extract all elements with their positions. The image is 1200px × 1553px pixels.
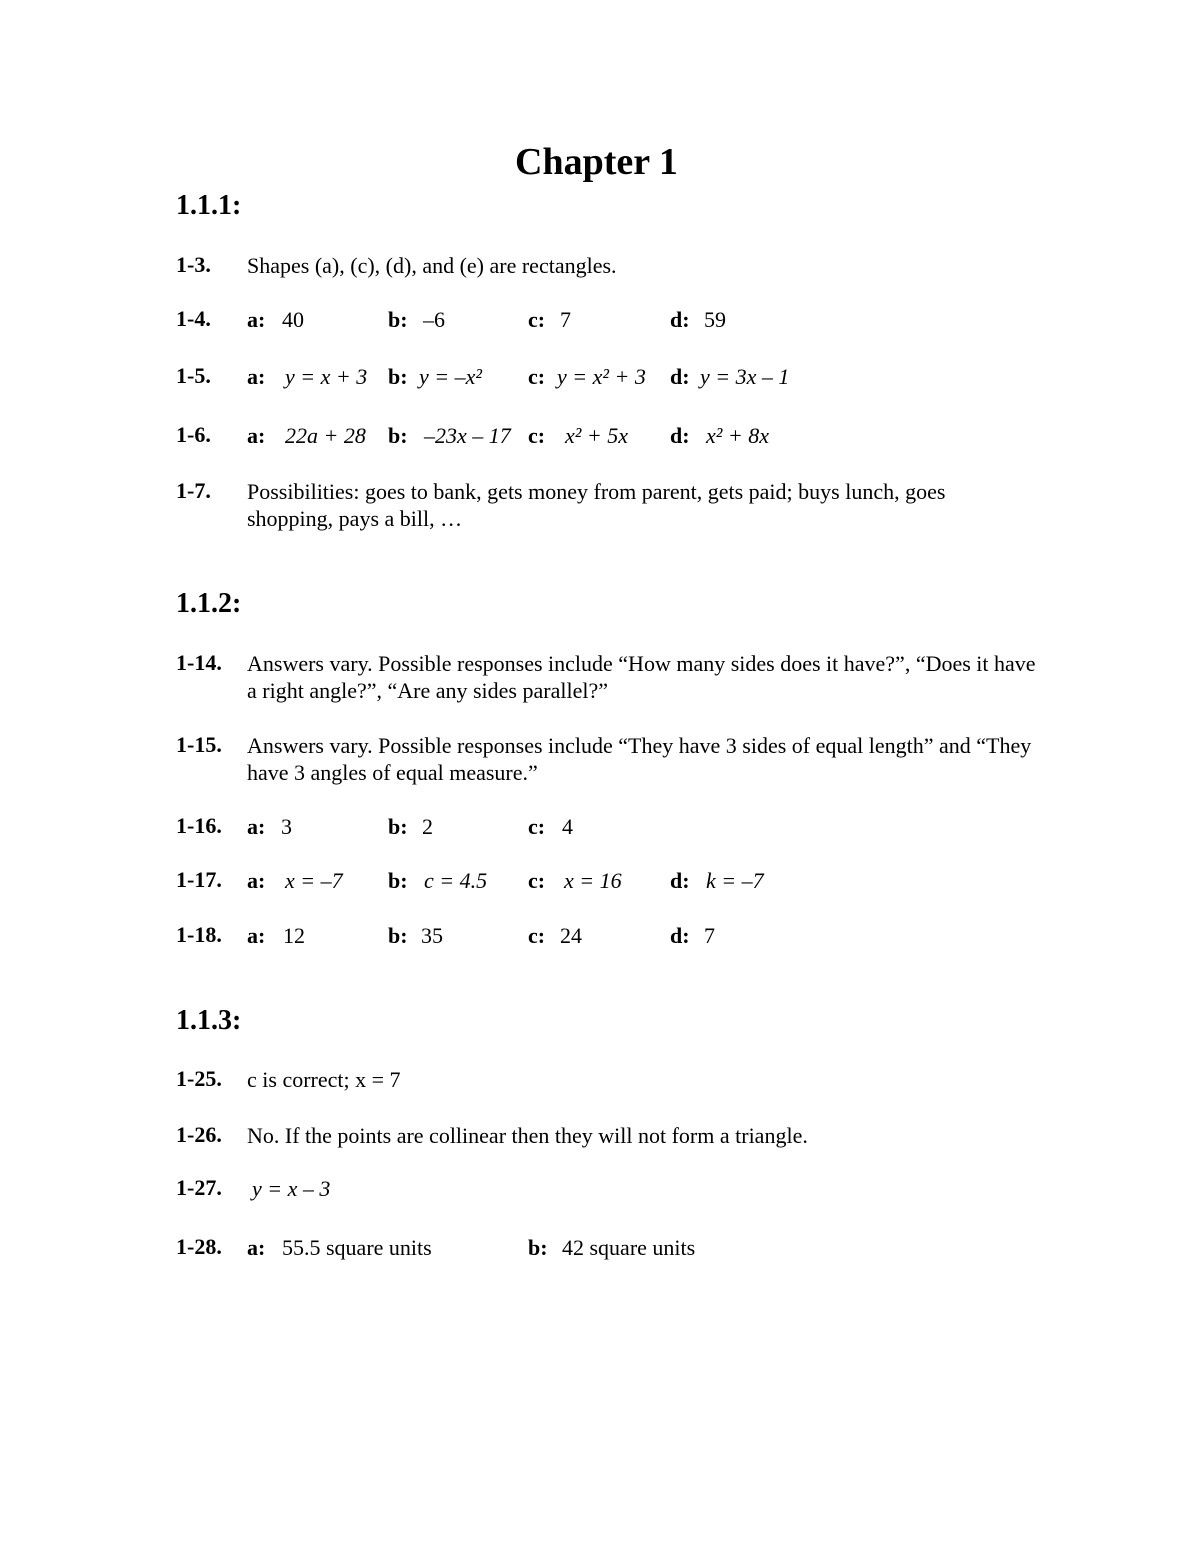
part-value: –6 — [423, 307, 445, 332]
part-value: 7 — [560, 307, 571, 332]
part-label: d: — [670, 364, 690, 389]
part-label: a: — [247, 923, 266, 948]
problem-number: 1-6. — [176, 422, 211, 447]
part-label: a: — [247, 423, 266, 448]
problem-number: 1-4. — [176, 306, 211, 331]
problem-number: 1-17. — [176, 867, 222, 892]
problem-number: 1-15. — [176, 732, 222, 757]
problem-number: 1-26. — [176, 1122, 222, 1147]
part-label: b: — [388, 814, 408, 839]
part-value: x = 16 — [564, 868, 622, 893]
part-value: 55.5 square units — [282, 1235, 432, 1260]
section-heading: 1.1.2: — [176, 588, 242, 619]
part-value: –23x – 17 — [424, 423, 511, 448]
part-label: c: — [528, 307, 546, 332]
part-label: c: — [528, 814, 546, 839]
part-label: b: — [388, 868, 408, 893]
part-value: x² + 8x — [706, 423, 769, 448]
part-label: a: — [247, 868, 266, 893]
part-label: a: — [247, 307, 266, 332]
part-label: a: — [247, 1235, 266, 1260]
part-value: 40 — [282, 307, 304, 332]
part-label: d: — [670, 307, 690, 332]
problem-answer: Answers vary. Possible responses include “How many sides does it have?”, “Does it have a right angle?”, “Are any sides parallel?” — [247, 651, 1036, 703]
problem-number: 1-18. — [176, 922, 222, 947]
part-value: y = 3x – 1 — [700, 364, 790, 389]
part-label: c: — [528, 868, 546, 893]
part-value: y = x + 3 — [285, 364, 368, 389]
problem-number: 1-5. — [176, 363, 211, 388]
part-value: 59 — [704, 307, 726, 332]
part-label: c: — [528, 923, 546, 948]
part-label: c: — [528, 364, 546, 389]
part-value: c = 4.5 — [424, 868, 488, 893]
problem-answer: c is correct; x = 7 — [247, 1067, 401, 1092]
part-label: b: — [388, 923, 408, 948]
part-value: 42 square units — [562, 1235, 696, 1260]
part-label: b: — [528, 1235, 548, 1260]
part-value: 24 — [560, 923, 582, 948]
problem-number: 1-28. — [176, 1234, 222, 1259]
part-value: k = –7 — [706, 868, 764, 893]
part-label: d: — [670, 423, 690, 448]
part-value: x = –7 — [285, 868, 343, 893]
problem-number: 1-16. — [176, 813, 222, 838]
part-value: 3 — [281, 814, 292, 839]
problem-number: 1-27. — [176, 1175, 222, 1200]
part-value: 12 — [283, 923, 305, 948]
part-label: d: — [670, 868, 690, 893]
problem-answer: Answers vary. Possible responses include “They have 3 sides of equal length” and “They have 3 angles of equal measure.” — [247, 733, 1032, 785]
problem-number: 1-3. — [176, 252, 211, 277]
problem-answer: Possibilities: goes to bank, gets money from parent, gets paid; buys lunch, goes shopping, pays a bill, … — [247, 479, 946, 531]
part-value: x² + 5x — [565, 423, 628, 448]
problem-answer: No. If the points are collinear then they will not form a triangle. — [247, 1123, 808, 1148]
page-title: Chapter 1 — [515, 141, 678, 183]
problem-number: 1-7. — [176, 478, 211, 503]
part-label: b: — [388, 364, 408, 389]
section-heading: 1.1.1: — [176, 190, 242, 221]
problem-answer: y = x – 3 — [252, 1176, 331, 1201]
part-label: b: — [388, 423, 408, 448]
part-value: 4 — [562, 814, 573, 839]
problem-number: 1-25. — [176, 1066, 222, 1091]
part-value: 35 — [421, 923, 443, 948]
part-label: c: — [528, 423, 546, 448]
part-label: a: — [247, 364, 266, 389]
part-value: y = x² + 3 — [557, 364, 646, 389]
part-value: y = –x² — [419, 364, 482, 389]
part-label: a: — [247, 814, 266, 839]
part-label: b: — [388, 307, 408, 332]
part-value: 7 — [704, 923, 715, 948]
part-value: 22a + 28 — [285, 423, 366, 448]
part-value: 2 — [422, 814, 433, 839]
problem-answer: Shapes (a), (c), (d), and (e) are rectangles. — [247, 253, 617, 278]
section-heading: 1.1.3: — [176, 1005, 242, 1036]
problem-number: 1-14. — [176, 650, 222, 675]
part-label: d: — [670, 923, 690, 948]
